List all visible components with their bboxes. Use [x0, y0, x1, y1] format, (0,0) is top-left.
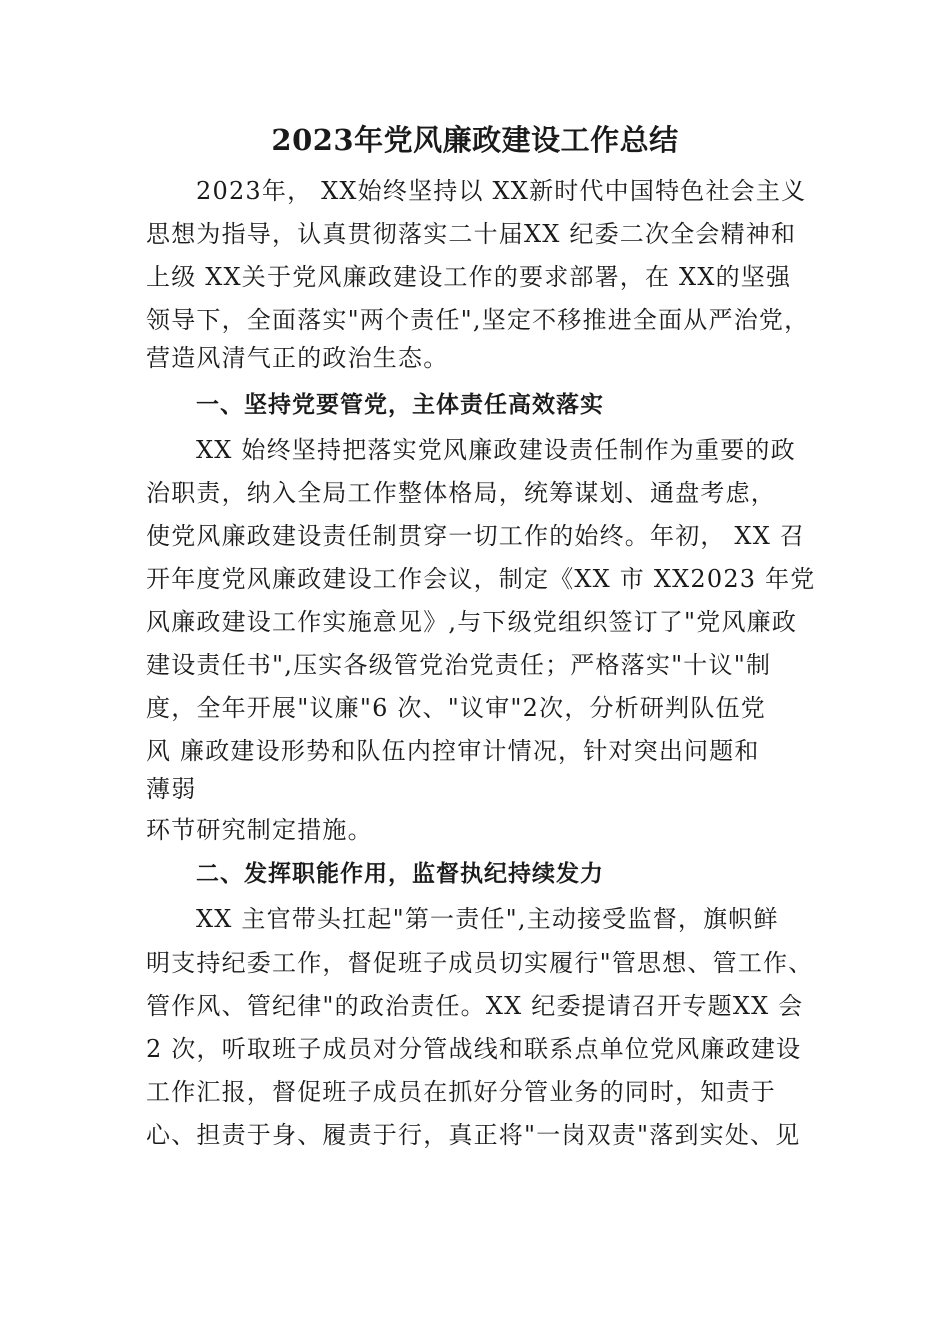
paragraph-line: 风廉政建设工作实施意见》,与下级党组织签订了"党风廉政 [146, 608, 798, 636]
paragraph-line: 心、担责于身、履责于行，真正将"一岗双责"落到实处、见 [146, 1121, 801, 1149]
paragraph-line: XX 始终坚持把落实党风廉政建设责任制作为重要的政 [196, 436, 796, 464]
paragraph-line: 治职责，纳入全局工作整体格局，统筹谋划、通盘考虑， [146, 479, 776, 507]
paragraph-line: 工作汇报，督促班子成员在抓好分管业务的同时，知责于 [146, 1078, 776, 1106]
paragraph-line: 环节研究制定措施。 [146, 816, 373, 844]
paragraph-line: 明支持纪委工作，督促班子成员切实履行"管思想、管工作、 [146, 949, 814, 977]
paragraph-line: 使党风廉政建设责任制贯穿一切工作的始终。年初， XX 召 [146, 522, 806, 550]
paragraph-line: 薄弱 [146, 775, 197, 803]
paragraph-line: 开年度党风廉政建设工作会议，制定《XX 市 XX2023 年党 [146, 565, 816, 593]
paragraph-line: 2023年， XX始终坚持以 XX新时代中国特色社会主义 [196, 177, 807, 205]
paragraph-line: XX 主官带头扛起"第一责任",主动接受监督，旗帜鲜 [196, 905, 779, 933]
section-heading: 二、发挥职能作用，监督执纪持续发力 [196, 860, 604, 887]
paragraph-line: 管作风、管纪律"的政治责任。XX 纪委提请召开专题XX 会 [146, 992, 804, 1020]
paragraph-line: 上级 XX关于党风廉政建设工作的要求部署，在 XX的坚强 [146, 263, 792, 291]
paragraph-line: 建设责任书",压实各级管党治党责任；严格落实"十议"制 [146, 651, 772, 679]
paragraph-line: 风 廉政建设形势和队伍内控审计情况，针对突出问题和 [146, 737, 760, 765]
document-title: 2023年党风廉政建设工作总结 [271, 123, 679, 157]
paragraph-line: 2 次，听取班子成员对分管战线和联系点单位党风廉政建设 [146, 1035, 802, 1063]
paragraph-line: 营造风清气正的政治生态。 [146, 344, 449, 372]
paragraph-line: 思想为指导，认真贯彻落实二十届XX 纪委二次全会精神和 [146, 220, 797, 248]
paragraph-line: 度，全年开展"议廉"6 次、"议审"2次，分析研判队伍党 [146, 694, 766, 722]
section-heading: 一、坚持党要管党，主体责任高效落实 [196, 391, 604, 418]
paragraph-line: 领导下，全面落实"两个责任",坚定不移推进全面从严治党， [146, 306, 810, 334]
